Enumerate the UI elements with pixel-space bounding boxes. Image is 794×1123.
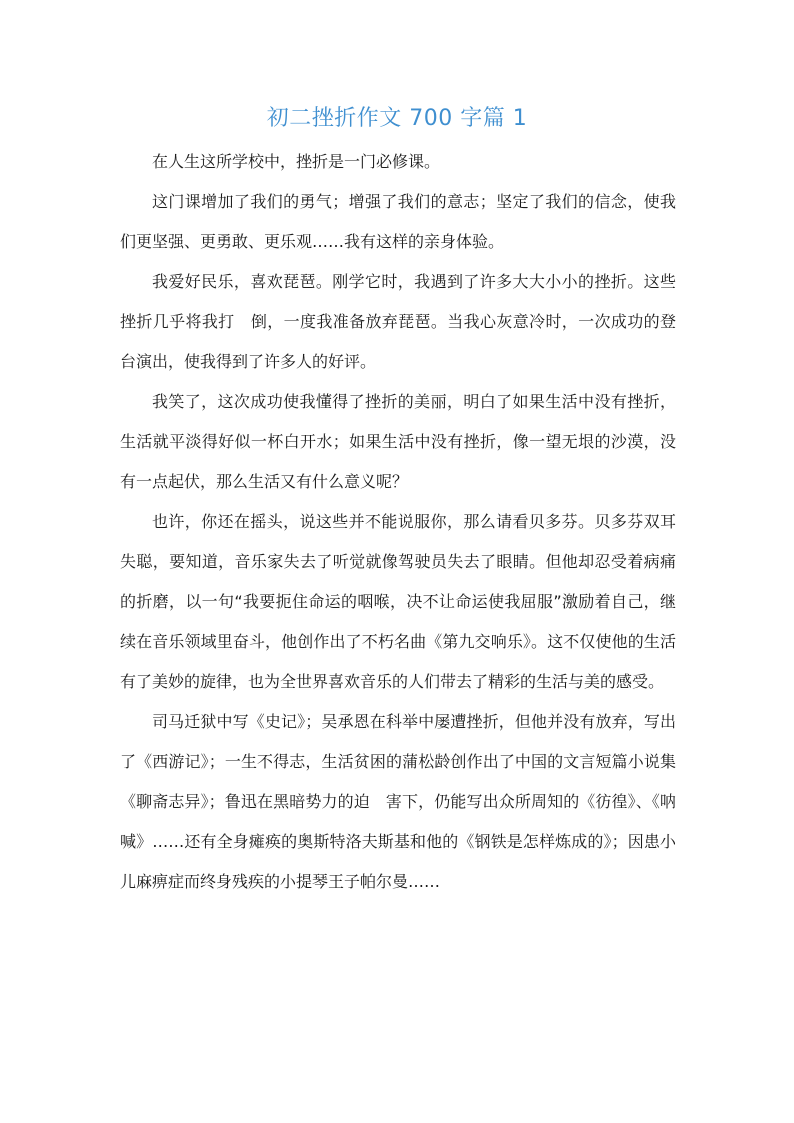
article-body (120, 142, 676, 902)
paragraph-4: 我笑了，这次成功使我懂得了挫折的美丽，明白了如果生活中没有挫折，生活就平淡得好似一杯白开水；如果生活中没有挫折，像一望无垠的沙漠，没有一点起伏，那么生活又有什么意义呢？ (120, 392, 676, 491)
paragraph-1: 在人生这所学校中，挫折是一门必修课。 (152, 152, 441, 171)
page-title: 初二挫折作文 700 字篇 1 (266, 106, 528, 131)
paragraph-3: 我爱好民乐，喜欢琵琶。刚学它时，我遇到了许多大大小小的挫折。这些挫折几乎将我打 倒，一度我准备放弃琵琶。当我心灰意冷时，一次成功的登台演出，使我得到了许多人的好评。 (120, 272, 676, 371)
paragraph-5: 也许，你还在摇头，说这些并不能说服你，那么请看贝多芬。贝多芬双耳失聪，要知道，音乐家失去了听觉就像驾驶员失去了眼睛。但他却忍受着病痛的折磨，以一句“我要扼住命运的咽喉，决不让命运使我屈服”激励着自己，继续在音乐领域里奋斗，他创作出了不朽名曲《第九交响乐》。这不仅使他的生活有了美妙的旋律，也为全世界喜欢音乐的人们带去了精彩的生活与美的感受。 (120, 512, 676, 691)
paragraph-6: 司马迁狱中写《史记》；吴承恩在科举中屡遭挫折，但他并没有放弃，写出了《西游记》；一生不得志，生活贫困的蒲松龄创作出了中国的文言短篇小说集《聊斋志异》；鲁迅在黑暗势力的迫 害下，仍能写出众所周知的《彷徨》、《呐喊》……还有全身瘫痪的奥斯特洛夫斯基和他的《钢铁是怎样炼成的》；因患小儿麻痹症而终身残疾的小提琴王子帕尔曼…… (120, 712, 676, 891)
paragraph-2: 这门课增加了我们的勇气；增强了我们的意志；坚定了我们的信念，使我们更坚强、更勇敢、更乐观……我有这样的亲身体验。 (120, 192, 676, 251)
